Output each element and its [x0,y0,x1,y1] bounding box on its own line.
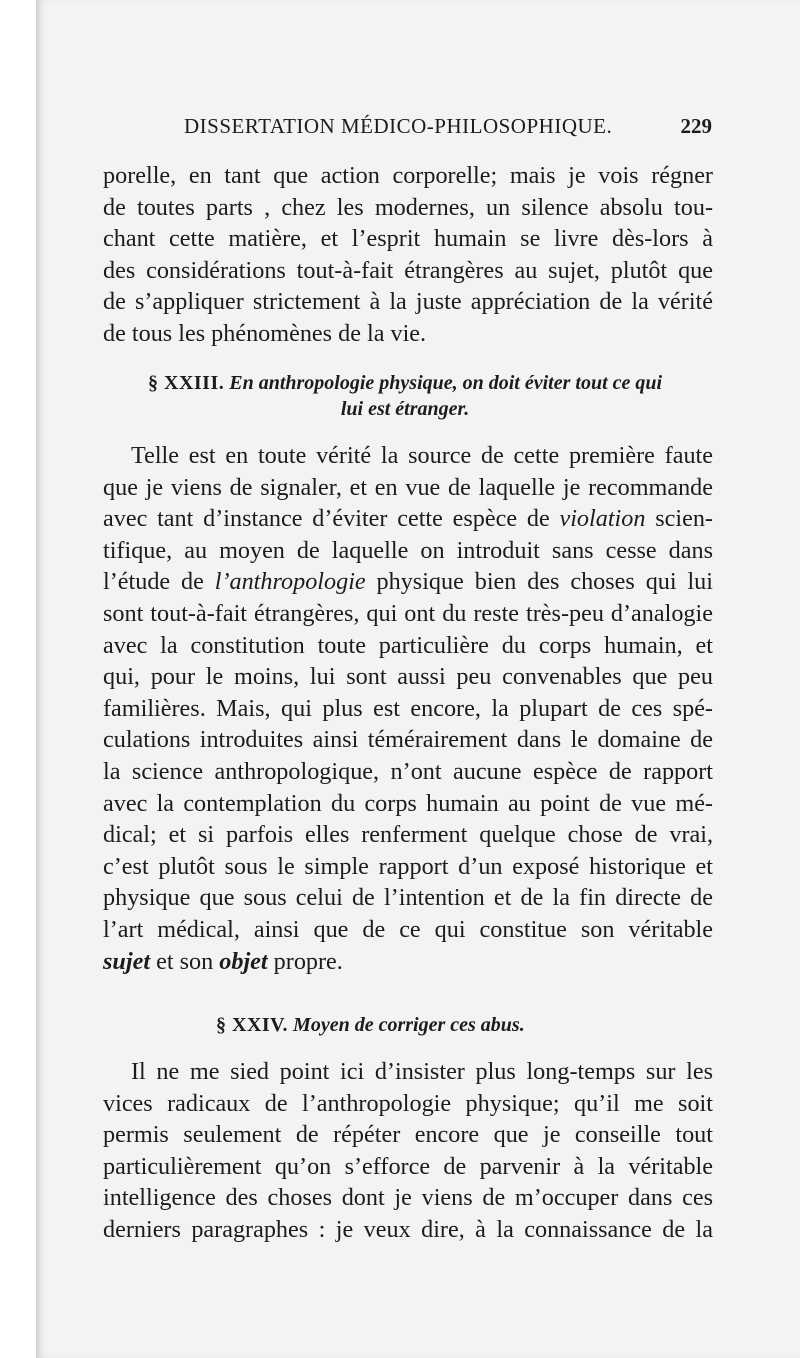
text-span: avec tant d’instance d’éviter cette espèce de [103,505,560,533]
text-span: et son [150,947,220,975]
section-number: § XXIII. [148,372,225,394]
text-line: intelligence des choses dont je viens de m’occuper dans ces [103,1184,713,1212]
text-line: familières. Mais, qui plus est encore, la plupart de ces spé- [103,694,713,722]
text-line: avec la contemplation du corps humain au point de vue mé- [103,789,713,817]
text-line: chant cette matière, et l’esprit humain se livre dès-lors à [103,225,713,253]
text-line: de toutes parts , chez les modernes, un silence absolu tou- [103,193,713,221]
paragraph-continued [103,160,713,350]
text-line: de tous les phénomènes de la vie. [103,319,427,347]
section-title-continued: lui est étranger. [340,398,470,420]
text-line: Il ne me sied point ici d’insister plus long-temps sur les [131,1058,713,1085]
text-span: propre. [267,947,343,975]
text-line: de s’appliquer strictement à la juste appréciation de la vérité [103,288,713,316]
text-line: dical; et si parfois elles renferment quelque chose de vrai, [103,821,713,849]
running-title: DISSERTATION MÉDICO-PHILOSOPHIQUE. [184,114,613,138]
text-line: qui, pour le moins, lui sont aussi peu convenables que peu [103,663,713,691]
paragraph-telle [103,440,713,977]
page-number: 229 [680,114,712,138]
text-line: derniers paragraphes : je veux dire, à la connaissance de la [103,1215,713,1243]
section-heading-xxiv [216,1012,525,1038]
text-line: l’art médical, ainsi que de ce qui constitue son véritable [103,915,713,943]
emphasis-anthropologie: l’anthropologie [214,568,366,596]
text-span: scien- [645,505,713,533]
text-line: permis seulement de répéter encore que je conseille tout [103,1121,713,1149]
text-line: vices radicaux de l’anthropologie physique; qu’il me soit [103,1089,713,1117]
text-line: avec la constitution toute particulière du corps humain, et [103,631,713,659]
paragraph-il-ne-me-sied [103,1056,713,1246]
page-header [140,114,712,146]
text-line: tifique, au moyen de laquelle on introduit sans cesse dans [103,536,713,564]
text-line: Telle est en toute vérité la source de cette première faute [131,442,713,469]
text-span: l’étude de [103,568,215,596]
text-line: que je viens de signaler, et en vue de laquelle je recommande [103,473,713,501]
text-line: porelle, en tant que action corporelle; mais je vois régner [103,162,713,189]
emphasis-violation: violation [559,505,646,533]
text-line [103,503,713,535]
text-line: culations introduites ainsi témérairement dans le domaine de [103,726,713,754]
emphasis-objet: objet [219,947,268,975]
text-line: particulièrement qu’on s’efforce de parvenir à la véritable [103,1152,713,1180]
section-title: En anthropologie physique, on doit éviter tout ce qui [229,372,663,394]
text-span: physique bien des choses qui lui [365,568,713,596]
section-number: § XXIV. [216,1014,289,1036]
text-line [103,946,713,978]
section-heading-xxiii [148,370,662,422]
text-line: c’est plutôt sous le simple rapport d’un exposé historique et [103,852,713,880]
section-title: Moyen de corriger ces abus. [293,1014,525,1036]
text-line: des considérations tout-à-fait étrangères au sujet, plutôt que [103,256,713,284]
text-line: la science anthropologique, n’ont aucune espèce de rapport [103,757,713,785]
text-line: sont tout-à-fait étrangères, qui ont du reste très-peu d’analogie [103,599,713,627]
text-line: physique que sous celui de l’intention et de la fin directe de [103,884,713,912]
text-line [103,566,713,598]
emphasis-sujet: sujet [103,947,151,975]
